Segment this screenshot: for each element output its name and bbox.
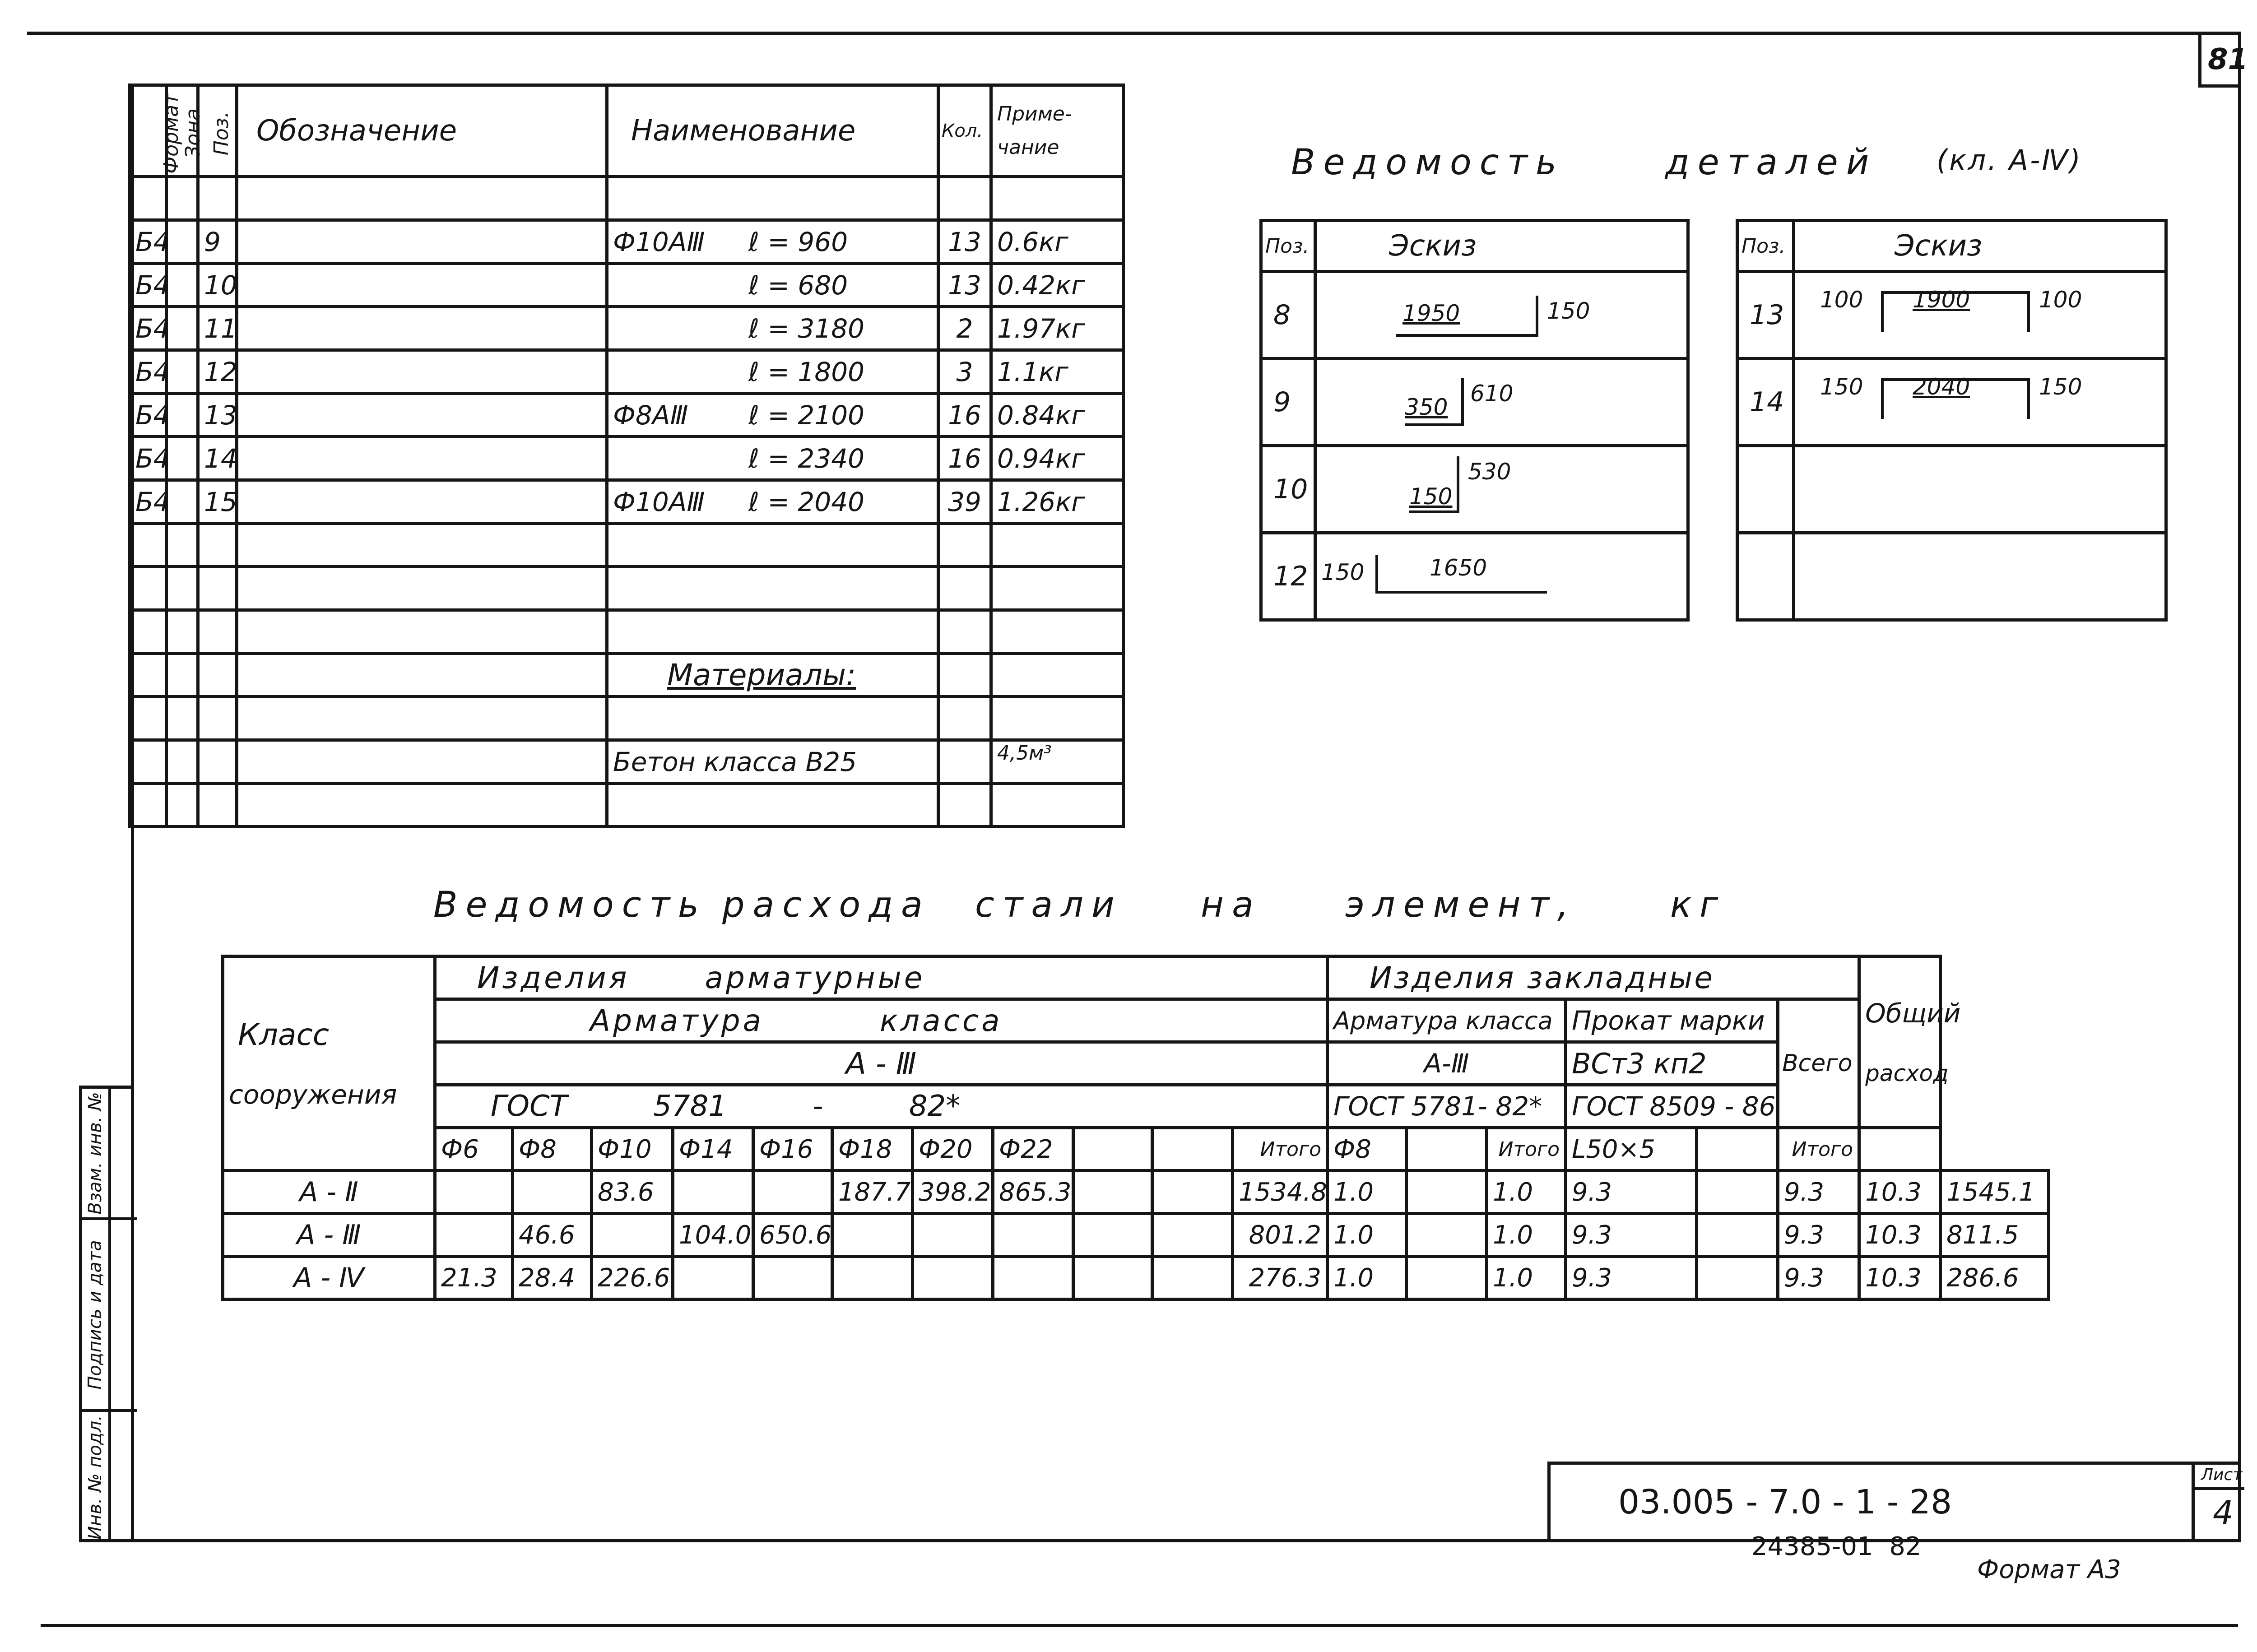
- spec-cell-designation: [237, 307, 607, 350]
- stamp-replace-inv: Взам. инв. №: [85, 1091, 106, 1215]
- steel-cell: 650.6: [753, 1214, 832, 1257]
- steel-cell: 21.3: [435, 1257, 513, 1299]
- spec-cell-qty: 3: [938, 350, 991, 394]
- gost-5781: ГОСТ 5781 - 82*: [435, 1085, 1328, 1128]
- spec-cell-pos: 12: [198, 350, 237, 394]
- emb-reinf-class-label: Арматура класса: [1328, 999, 1566, 1042]
- detail-row: [1261, 446, 1688, 533]
- sketch-dim: 150: [1820, 374, 1863, 400]
- steel-cell: [1152, 1214, 1233, 1257]
- stamp-orig-inv: Инв. № подл.: [85, 1415, 106, 1540]
- steel-title-word: на: [1201, 885, 1262, 925]
- spec-name-length: ℓ = 1800: [748, 356, 865, 387]
- spec-name-length: ℓ = 680: [748, 269, 848, 301]
- spec-cell-name: [607, 394, 938, 437]
- spec-cell-qty: 16: [938, 394, 991, 437]
- steel-title-word: стали: [975, 885, 1123, 925]
- det-left-pos-header: Поз.: [1261, 221, 1315, 272]
- sheet-value: 4: [2213, 1494, 2234, 1531]
- steel-cell: [1697, 1214, 1778, 1257]
- spec-cell-zone: [167, 394, 198, 437]
- steel-col-head: Итого: [1233, 1128, 1328, 1171]
- steel-cell: [1407, 1257, 1487, 1299]
- spec-cell-pos: 15: [198, 480, 237, 524]
- reinf-class-value: А - Ⅲ: [435, 1042, 1328, 1085]
- spec-cell-zone: [167, 480, 198, 524]
- steel-title-word: Ведомость: [433, 885, 707, 925]
- details-table-left: [1259, 219, 1690, 622]
- overall-header: Общий расход: [1859, 956, 1941, 1128]
- spec-cell-zone: [167, 350, 198, 394]
- steel-cell: [673, 1257, 753, 1299]
- spec-cell-designation: [237, 437, 607, 480]
- total-header: Всего: [1778, 999, 1859, 1128]
- spec-header-designation: Обозначение: [237, 85, 607, 177]
- steel-cell: [673, 1171, 753, 1214]
- steel-cell: 28.4: [513, 1257, 592, 1299]
- stamp-signature-date: Подпись и дата: [85, 1239, 106, 1390]
- detail-sketch: [1315, 446, 1688, 533]
- sketch-dim: 150: [1547, 298, 1590, 324]
- spec-name-bar: Ф8АⅢ: [613, 399, 688, 431]
- format-label: Формат А3: [1977, 1555, 2121, 1584]
- bottom-page-line: [41, 1624, 2238, 1627]
- side-stamp: [79, 1086, 134, 1542]
- spec-cell-zone: [167, 307, 198, 350]
- steel-col-head: L50×5: [1566, 1128, 1697, 1171]
- detail-pos: 12: [1261, 533, 1315, 620]
- spec-row: [130, 264, 1124, 307]
- document-code: 03.005 - 7.0 - 1 - 28: [1618, 1483, 1952, 1522]
- steel-cell: [993, 1257, 1073, 1299]
- steel-cell: [513, 1171, 592, 1214]
- steel-title-word: ,: [1557, 885, 1577, 925]
- emb-gost: ГОСТ 5781- 82*: [1328, 1085, 1566, 1128]
- sketch-dim: 1950: [1402, 300, 1460, 326]
- sketch-dim: 350: [1405, 394, 1448, 420]
- spec-name-length: ℓ = 3180: [748, 313, 865, 344]
- steel-cell: 9.3: [1566, 1214, 1697, 1257]
- spec-cell-designation: [237, 394, 607, 437]
- detail-row: [1737, 272, 2166, 359]
- spec-cell-format: Б4: [130, 480, 167, 524]
- group-reinforcement: Изделия арматурные: [435, 956, 1328, 999]
- spec-header-format: Формат: [130, 85, 167, 177]
- steel-cell: 276.3: [1233, 1257, 1328, 1299]
- sketch-dim: 1900: [1913, 287, 1970, 313]
- steel-cell: 1.0: [1328, 1257, 1407, 1299]
- details-table-right: [1736, 219, 2168, 622]
- steel-cell: 1.0: [1487, 1171, 1566, 1214]
- spec-header-note: Приме-чание: [991, 85, 1124, 177]
- steel-col-head: Ф16: [753, 1128, 832, 1171]
- class-header: Класс сооружения: [223, 956, 435, 1171]
- concrete-note: 4,5м³: [991, 740, 1124, 784]
- sketch-dim: 610: [1470, 381, 1514, 407]
- steel-cell: [1697, 1257, 1778, 1299]
- spec-row: [130, 307, 1124, 350]
- spec-cell-zone: [167, 437, 198, 480]
- spec-cell-pos: 9: [198, 220, 237, 264]
- materials-label: Материалы:: [607, 654, 938, 697]
- sketch-dim: 150: [1321, 559, 1365, 585]
- spec-row: [130, 480, 1124, 524]
- detail-sketch: [1794, 272, 2166, 359]
- steel-col-head: Ф8: [513, 1128, 592, 1171]
- steel-cell: [1152, 1171, 1233, 1214]
- steel-cell: 398.2: [913, 1171, 993, 1214]
- steel-col-head: [1697, 1128, 1778, 1171]
- sheet-number: 81: [2208, 43, 2248, 76]
- spec-name-length: ℓ = 2100: [748, 399, 865, 431]
- sketch-dim: 2040: [1913, 374, 1970, 400]
- steel-cell: 83.6: [592, 1171, 673, 1214]
- steel-cell: 811.5: [1941, 1214, 2049, 1257]
- steel-col-head-total: [1859, 1128, 1941, 1171]
- reinf-class-label: Арматура класса: [435, 999, 1328, 1042]
- spec-cell-format: Б4: [130, 394, 167, 437]
- detail-sketch: [1315, 359, 1688, 446]
- spec-cell-pos: 13: [198, 394, 237, 437]
- steel-cell: 9.3: [1778, 1257, 1859, 1299]
- steel-col-head: Ф22: [993, 1128, 1073, 1171]
- steel-cell: [753, 1257, 832, 1299]
- detail-sketch: [1315, 533, 1688, 620]
- spec-header-pos: Поз.: [198, 85, 237, 177]
- steel-row: [223, 1171, 2049, 1214]
- steel-cell: [1697, 1171, 1778, 1214]
- detail-sketch: [1315, 272, 1688, 359]
- detail-row: [1261, 272, 1688, 359]
- steel-cell: [592, 1214, 673, 1257]
- steel-cell: 104.0: [673, 1214, 753, 1257]
- steel-cell: 9.3: [1778, 1214, 1859, 1257]
- spec-name-length: ℓ = 960: [748, 226, 848, 257]
- steel-cell: [913, 1257, 993, 1299]
- spec-cell-format: Б4: [130, 437, 167, 480]
- det-left-sketch-header: Эскиз: [1315, 221, 1688, 272]
- spec-cell-designation: [237, 264, 607, 307]
- rolled-gost: ГОСТ 8509 - 86: [1566, 1085, 1778, 1128]
- steel-cell: 865.3: [993, 1171, 1073, 1214]
- sketch-dim: 530: [1468, 459, 1511, 485]
- spec-cell-pos: 11: [198, 307, 237, 350]
- det-right-pos-header: Поз.: [1737, 221, 1794, 272]
- rolled-value: ВСт3 кп2: [1566, 1042, 1778, 1085]
- spec-cell-zone: [167, 264, 198, 307]
- title-block: [1547, 1462, 2241, 1542]
- spec-cell-note: 1.97кг: [991, 307, 1124, 350]
- spec-cell-format: Б4: [130, 307, 167, 350]
- spec-cell-pos: 14: [198, 437, 237, 480]
- spec-header-zone: Зона: [167, 85, 198, 177]
- spec-cell-name: [607, 264, 938, 307]
- spec-row: [130, 220, 1124, 264]
- steel-col-head: [1073, 1128, 1152, 1171]
- detail-pos: 8: [1261, 272, 1315, 359]
- spec-row: [130, 437, 1124, 480]
- rolled-label: Прокат марки: [1566, 999, 1778, 1042]
- steel-cell: [913, 1214, 993, 1257]
- detail-pos: 14: [1737, 359, 1794, 446]
- sketch-dim: 100: [2039, 287, 2082, 313]
- sketch-dim: 1650: [1430, 555, 1487, 581]
- steel-cell: 10.3: [1859, 1257, 1941, 1299]
- steel-cell: 187.7: [832, 1171, 913, 1214]
- steel-row-class: А - Ⅱ: [223, 1171, 435, 1214]
- spec-cell-qty: 13: [938, 220, 991, 264]
- spec-cell-note: 0.94кг: [991, 437, 1124, 480]
- right-border-line: [2238, 32, 2241, 1539]
- spec-cell-format: Б4: [130, 220, 167, 264]
- steel-cell: 1534.8: [1233, 1171, 1328, 1214]
- details-title: Ведомость деталей: [1291, 142, 1877, 183]
- steel-row-class: А - Ⅲ: [223, 1214, 435, 1257]
- steel-col-head: Ф10: [592, 1128, 673, 1171]
- steel-cell: 1.0: [1328, 1171, 1407, 1214]
- spec-header-name: Наименование: [607, 85, 938, 177]
- steel-col-head: Ф14: [673, 1128, 753, 1171]
- spec-cell-qty: 39: [938, 480, 991, 524]
- steel-cell: 9.3: [1566, 1171, 1697, 1214]
- steel-cell: 10.3: [1859, 1171, 1941, 1214]
- steel-cell: [1073, 1171, 1152, 1214]
- steel-cell: 46.6: [513, 1214, 592, 1257]
- detail-row: [1737, 359, 2166, 446]
- emb-reinf-value: А-Ⅲ: [1328, 1042, 1566, 1085]
- steel-row: [223, 1257, 2049, 1299]
- spec-cell-qty: 13: [938, 264, 991, 307]
- spec-cell-note: 0.42кг: [991, 264, 1124, 307]
- spec-cell-name: [607, 480, 938, 524]
- steel-cell: [1407, 1171, 1487, 1214]
- steel-cell: 226.6: [592, 1257, 673, 1299]
- steel-title-word: расхода: [722, 885, 931, 925]
- spec-row: [130, 394, 1124, 437]
- spec-cell-note: 1.1кг: [991, 350, 1124, 394]
- group-embedded: Изделия закладные: [1328, 956, 1859, 999]
- steel-cell: 1.0: [1487, 1214, 1566, 1257]
- spec-name-bar: Ф10АⅢ: [613, 486, 705, 517]
- spec-cell-qty: 2: [938, 307, 991, 350]
- sketch-dim: 100: [1820, 287, 1863, 313]
- steel-col-head: Итого: [1487, 1128, 1566, 1171]
- spec-name-bar: Ф10АⅢ: [613, 226, 705, 257]
- spec-cell-zone: [167, 220, 198, 264]
- steel-cell: [435, 1214, 513, 1257]
- steel-title-word: элемент: [1345, 885, 1557, 925]
- concrete-label: Бетон класса В25: [607, 740, 938, 784]
- steel-cell: [993, 1214, 1073, 1257]
- steel-row: [223, 1214, 2049, 1257]
- detail-row: [1261, 359, 1688, 446]
- steel-cell: [753, 1171, 832, 1214]
- spec-cell-designation: [237, 480, 607, 524]
- steel-cell: 1545.1: [1941, 1171, 2049, 1214]
- steel-cell: [1073, 1257, 1152, 1299]
- spec-cell-designation: [237, 350, 607, 394]
- spec-cell-name: [607, 307, 938, 350]
- steel-consumption-table: [221, 955, 2050, 1301]
- steel-cell: 801.2: [1233, 1214, 1328, 1257]
- steel-cell: [1407, 1214, 1487, 1257]
- steel-cell: 10.3: [1859, 1214, 1941, 1257]
- sheet-label: Лист: [2201, 1466, 2243, 1484]
- detail-sketch: [1794, 359, 2166, 446]
- doc-number: 24385-01 82: [1751, 1532, 1922, 1561]
- spec-cell-qty: 16: [938, 437, 991, 480]
- steel-col-head: [1407, 1128, 1487, 1171]
- spec-cell-name: [607, 220, 938, 264]
- spec-row: [130, 350, 1124, 394]
- steel-cell: 9.3: [1778, 1171, 1859, 1214]
- spec-header-qty: Кол.: [938, 85, 991, 177]
- sketch-dim: 150: [2039, 374, 2082, 400]
- spec-cell-format: Б4: [130, 350, 167, 394]
- steel-cell: [1152, 1257, 1233, 1299]
- steel-cell: 286.6: [1941, 1257, 2049, 1299]
- steel-cell: [435, 1171, 513, 1214]
- spec-cell-name: [607, 350, 938, 394]
- spec-cell-designation: [237, 220, 607, 264]
- top-border-line: [27, 32, 2238, 35]
- spec-name-length: ℓ = 2040: [748, 486, 865, 517]
- steel-cell: 1.0: [1328, 1214, 1407, 1257]
- details-title-class: (кл. А-Ⅳ): [1937, 144, 2082, 176]
- steel-col-head: Ф6: [435, 1128, 513, 1171]
- spec-cell-pos: 10: [198, 264, 237, 307]
- steel-cell: [832, 1257, 913, 1299]
- steel-cell: 1.0: [1487, 1257, 1566, 1299]
- detail-pos: 13: [1737, 272, 1794, 359]
- steel-cell: 9.3: [1566, 1257, 1697, 1299]
- detail-row: [1261, 533, 1688, 620]
- steel-col-head: Ф8: [1328, 1128, 1407, 1171]
- steel-title-word: кг: [1670, 885, 1727, 925]
- detail-pos: 10: [1261, 446, 1315, 533]
- steel-col-head: [1152, 1128, 1233, 1171]
- sketch-dim: 150: [1409, 483, 1453, 510]
- steel-row-class: А - Ⅳ: [223, 1257, 435, 1299]
- detail-pos: 9: [1261, 359, 1315, 446]
- steel-col-head: Ф18: [832, 1128, 913, 1171]
- spec-cell-format: Б4: [130, 264, 167, 307]
- steel-col-head: Ф20: [913, 1128, 993, 1171]
- spec-cell-note: 0.84кг: [991, 394, 1124, 437]
- steel-cell: [832, 1214, 913, 1257]
- steel-col-head: Итого: [1778, 1128, 1859, 1171]
- sheet-number-box: [2198, 35, 2248, 88]
- spec-cell-name: [607, 437, 938, 480]
- spec-cell-note: 1.26кг: [991, 480, 1124, 524]
- specification-table: [128, 84, 1125, 828]
- steel-cell: [1073, 1214, 1152, 1257]
- det-right-sketch-header: Эскиз: [1794, 221, 2166, 272]
- spec-cell-note: 0.6кг: [991, 220, 1124, 264]
- spec-name-length: ℓ = 2340: [748, 443, 865, 474]
